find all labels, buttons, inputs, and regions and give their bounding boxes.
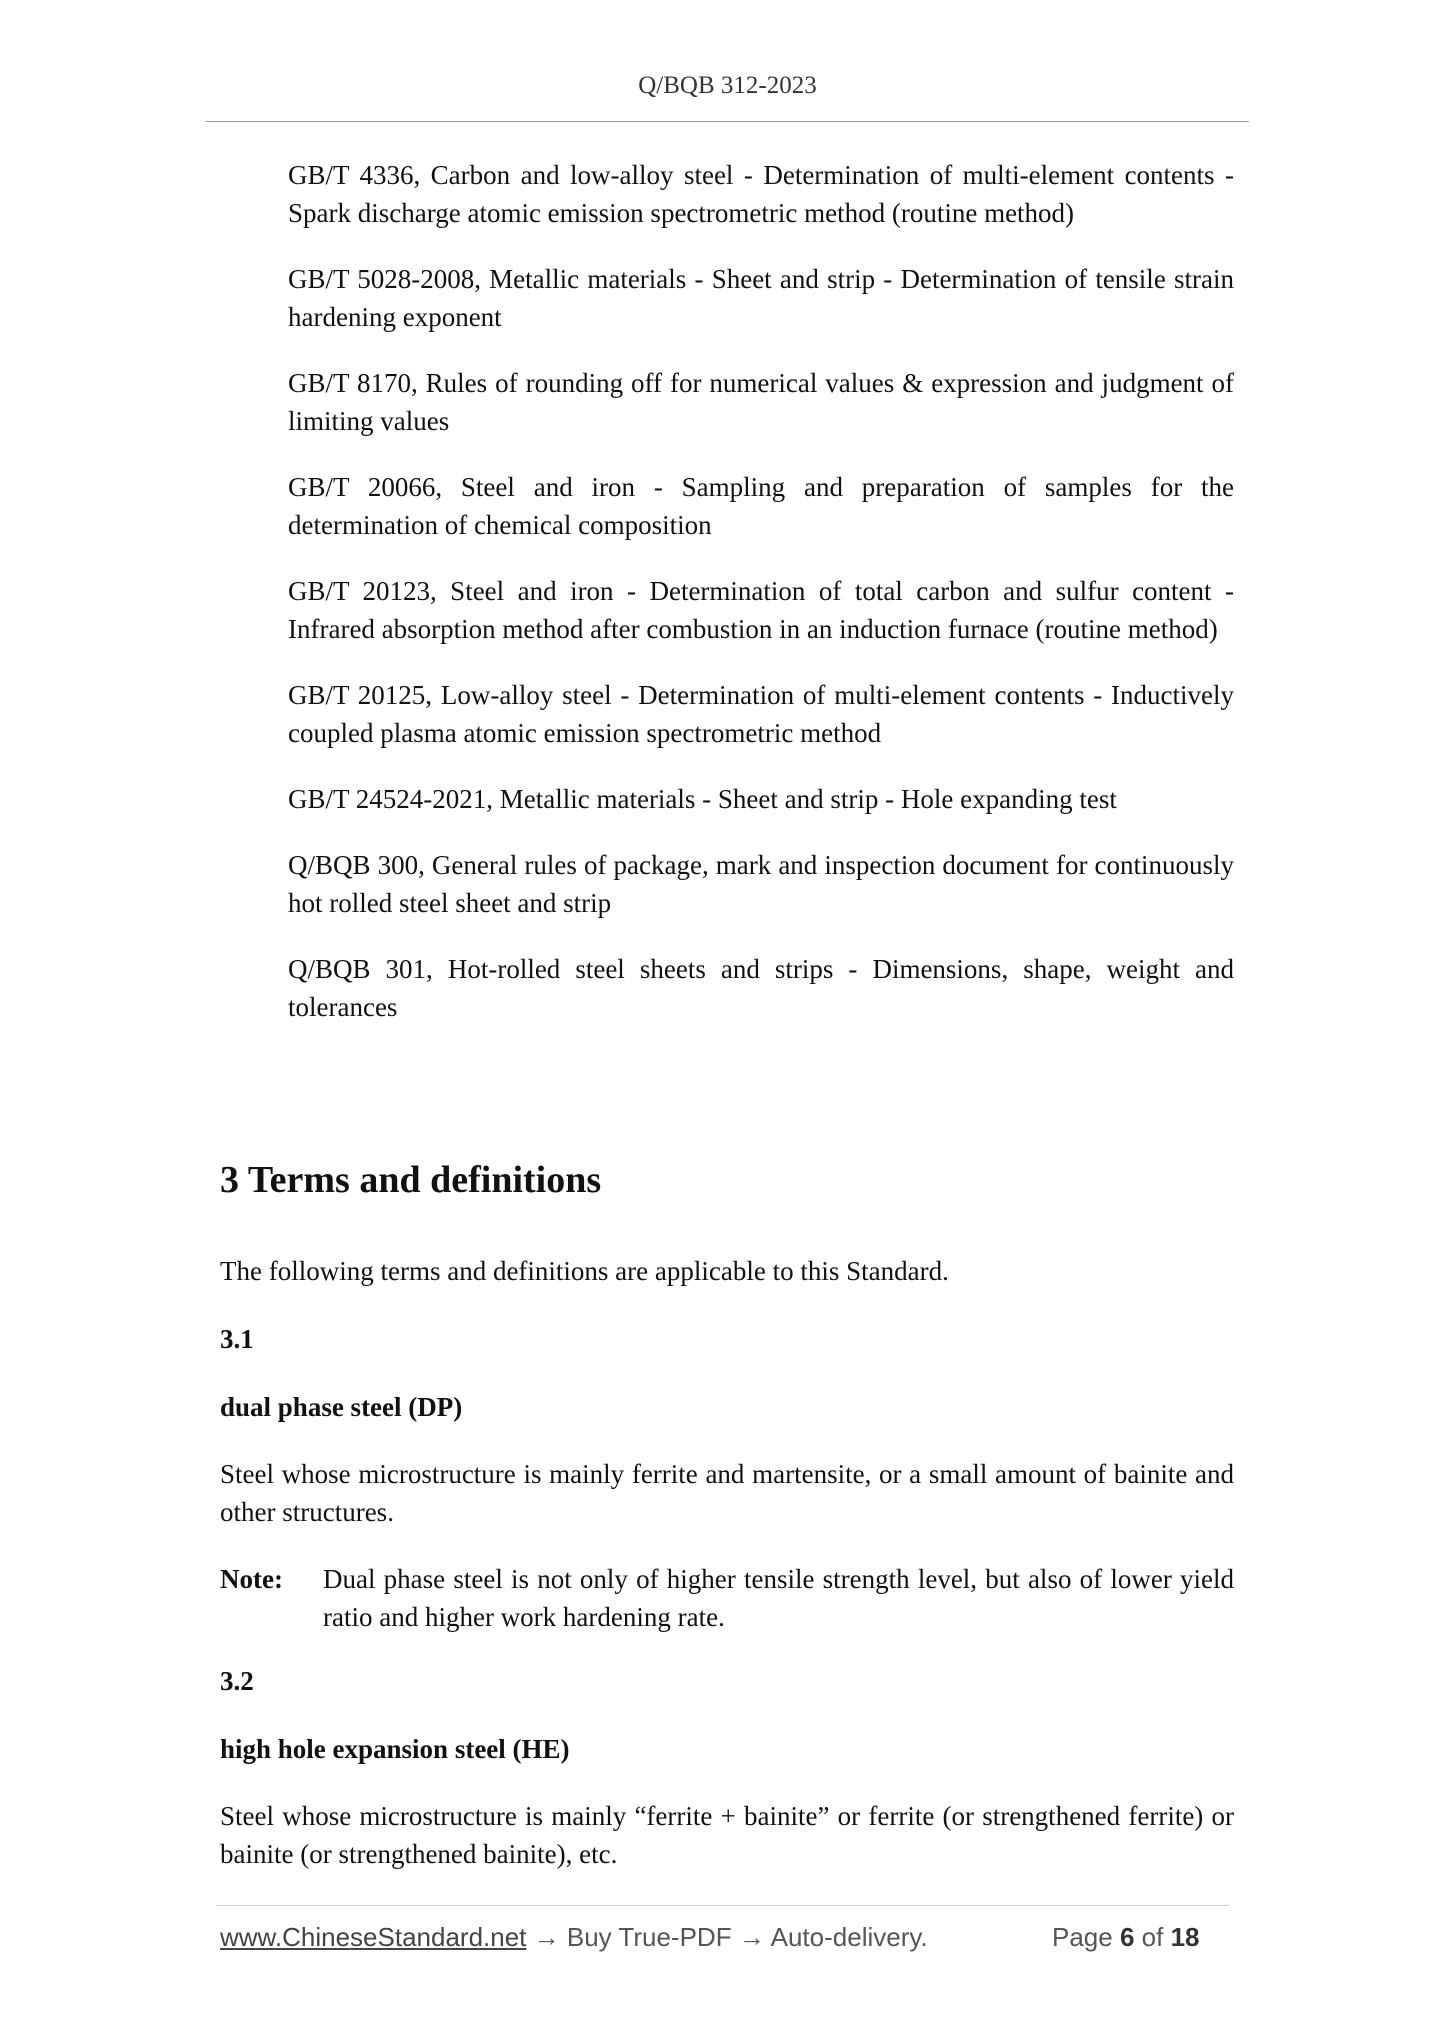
reference-item: GB/T 20125, Low-alloy steel - Determination of multi-element contents - Inductively coupled plasma atomic emission spectrometric method	[288, 680, 1234, 748]
footer-promo	[220, 1922, 928, 1953]
page-indicator	[1052, 1922, 1200, 1953]
note-text: Dual phase steel is not only of higher tensile strength level, but also of lower yield ratio and higher work hardening rate.	[323, 1564, 1234, 1632]
section-intro: The following terms and definitions are applicable to this Standard.	[220, 1256, 949, 1286]
of-label: of	[1141, 1922, 1164, 1952]
note-label: Note:	[220, 1564, 283, 1594]
page-current: 6	[1119, 1922, 1135, 1952]
section-heading: 3 Terms and definitions	[220, 1159, 602, 1201]
arrow-right-icon: →	[738, 1922, 765, 1952]
term-definition: Steel whose microstructure is mainly “ferrite + bainite” or ferrite (or strengthened ferrite) or bainite (or strengthened bainite), etc.	[220, 1801, 1234, 1869]
term-definition: Steel whose microstructure is mainly ferrite and martensite, or a small amount of bainite and other structures.	[220, 1459, 1234, 1527]
reference-item: GB/T 4336, Carbon and low-alloy steel - Determination of multi-element contents - Spark discharge atomic emission spectrometric method (routine method)	[288, 160, 1234, 228]
reference-item: GB/T 5028-2008, Metallic materials - Sheet and strip - Determination of tensile strain hardening exponent	[288, 264, 1234, 332]
header-divider	[206, 121, 1249, 122]
reference-item: GB/T 20066, Steel and iron - Sampling and preparation of samples for the determination of chemical composition	[288, 472, 1234, 540]
arrow-right-icon: →	[533, 1922, 560, 1952]
normative-references-list	[288, 156, 1234, 1054]
page-label: Page	[1052, 1922, 1113, 1952]
term-title: dual phase steel (DP)	[220, 1392, 463, 1422]
reference-item: GB/T 20123, Steel and iron - Determination of total carbon and sulfur content - Infrared absorption method after combustion in an induction furnace (routine method)	[288, 576, 1234, 644]
website-link[interactable]: www.ChineseStandard.net	[220, 1922, 527, 1952]
reference-item: GB/T 8170, Rules of rounding off for numerical values & expression and judgment of limiting values	[288, 368, 1234, 436]
page-total: 18	[1170, 1922, 1200, 1952]
term-title: high hole expansion steel (HE)	[220, 1734, 570, 1764]
auto-delivery-text: Auto-delivery.	[770, 1922, 928, 1952]
buy-pdf-text: Buy True-PDF	[566, 1922, 732, 1952]
reference-item: GB/T 24524-2021, Metallic materials - Sheet and strip - Hole expanding test	[288, 784, 1117, 814]
page-header-doc-id: Q/BQB 312-2023	[638, 72, 817, 99]
footer-divider	[216, 1905, 1229, 1906]
term-number: 3.2	[220, 1666, 254, 1696]
reference-item: Q/BQB 300, General rules of package, mark and inspection document for continuously hot rolled steel sheet and strip	[288, 850, 1234, 918]
term-number: 3.1	[220, 1324, 254, 1354]
reference-item: Q/BQB 301, Hot-rolled steel sheets and strips - Dimensions, shape, weight and tolerances	[288, 954, 1234, 1022]
